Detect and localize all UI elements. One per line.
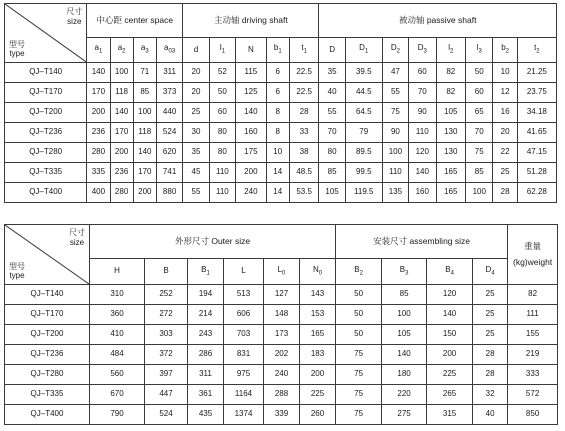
value-cell: 288 — [264, 385, 300, 405]
model-cell: QJ–T170 — [5, 305, 90, 325]
value-cell: 160 — [409, 183, 436, 203]
table-row — [5, 405, 558, 425]
model-cell: QJ–T200 — [5, 103, 87, 123]
table-row — [5, 143, 557, 163]
passive-shaft-header: 被动轴 passive shaft — [319, 4, 557, 38]
table1-column-header-row — [5, 38, 557, 63]
value-cell: 60 — [209, 103, 235, 123]
column-header: $B_3$ — [382, 259, 427, 285]
value-cell: 440 — [156, 103, 182, 123]
value-cell: 40 — [473, 405, 508, 425]
value-cell: 272 — [145, 305, 188, 325]
value-cell: 6 — [266, 63, 289, 83]
value-cell: 280 — [87, 143, 110, 163]
column-header: $b_2$ — [493, 38, 517, 63]
column-header: $D_4$ — [473, 259, 508, 285]
model-cell: QJ–T280 — [5, 365, 90, 385]
value-cell: 140 — [87, 63, 110, 83]
value-cell: 50 — [336, 285, 382, 305]
value-cell: 410 — [90, 325, 145, 345]
column-header: $l_2$ — [436, 38, 466, 63]
value-cell: 572 — [508, 385, 558, 405]
value-cell: 82 — [436, 83, 466, 103]
value-cell: 111 — [508, 305, 558, 325]
value-cell: 75 — [336, 365, 382, 385]
table-row — [5, 163, 557, 183]
value-cell: 120 — [427, 285, 473, 305]
value-cell: 140 — [409, 163, 436, 183]
value-cell: 513 — [224, 285, 264, 305]
value-cell: 62.28 — [517, 183, 556, 203]
assembling-size-header: 安装尺寸 assembling size — [336, 225, 508, 259]
value-cell: 130 — [436, 143, 466, 163]
value-cell: 100 — [382, 305, 427, 325]
corner-size-label: 尺寸 size — [66, 7, 83, 26]
value-cell: 315 — [427, 405, 473, 425]
value-cell: 280 — [110, 183, 133, 203]
value-cell: 110 — [409, 123, 436, 143]
value-cell: 170 — [110, 123, 133, 143]
value-cell: 200 — [427, 345, 473, 365]
column-header: L — [224, 259, 264, 285]
value-cell: 14 — [266, 183, 289, 203]
value-cell: 143 — [300, 285, 336, 305]
value-cell: 33 — [289, 123, 319, 143]
value-cell: 275 — [382, 405, 427, 425]
column-header: $a_2$ — [110, 38, 133, 63]
column-header: H — [90, 259, 145, 285]
value-cell: 70 — [319, 123, 345, 143]
value-cell: 153 — [300, 305, 336, 325]
value-cell: 82 — [436, 63, 466, 83]
value-cell: 90 — [382, 123, 408, 143]
value-cell: 20 — [183, 83, 209, 103]
value-cell: 148 — [264, 305, 300, 325]
column-header: $t_1$ — [289, 38, 319, 63]
value-cell: 25 — [183, 103, 209, 123]
value-cell: 39.5 — [345, 63, 382, 83]
value-cell: 60 — [409, 63, 436, 83]
value-cell: 35 — [319, 63, 345, 83]
column-header: $D_3$ — [409, 38, 436, 63]
column-header: $a_1$ — [87, 38, 110, 63]
value-cell: 155 — [508, 325, 558, 345]
value-cell: 60 — [466, 83, 493, 103]
value-cell: 55 — [382, 83, 408, 103]
center-space-header: 中心距 center space — [87, 4, 183, 38]
value-cell: 310 — [90, 285, 145, 305]
value-cell: 236 — [87, 123, 110, 143]
value-cell: 22.5 — [289, 83, 319, 103]
value-cell: 165 — [300, 325, 336, 345]
value-cell: 130 — [436, 123, 466, 143]
value-cell: 110 — [209, 163, 235, 183]
value-cell: 38 — [289, 143, 319, 163]
value-cell: 200 — [87, 103, 110, 123]
table-row — [5, 325, 558, 345]
value-cell: 790 — [90, 405, 145, 425]
value-cell: 150 — [427, 325, 473, 345]
value-cell: 484 — [90, 345, 145, 365]
value-cell: 360 — [90, 305, 145, 325]
value-cell: 240 — [264, 365, 300, 385]
value-cell: 286 — [188, 345, 224, 365]
transmission-dimensions-table — [4, 3, 557, 203]
value-cell: 435 — [188, 405, 224, 425]
column-header: $l_3$ — [466, 38, 493, 63]
value-cell: 140 — [382, 345, 427, 365]
value-cell: 75 — [336, 385, 382, 405]
model-cell: QJ–T236 — [5, 123, 87, 143]
value-cell: 50 — [209, 83, 235, 103]
model-cell: QJ–T280 — [5, 143, 87, 163]
table1-corner-cell — [5, 4, 87, 63]
value-cell: 20 — [493, 123, 517, 143]
outer-size-header: 外形尺寸 Outer size — [90, 225, 336, 259]
model-cell: QJ–T335 — [5, 385, 90, 405]
column-header: d — [183, 38, 209, 63]
model-cell: QJ–T140 — [5, 285, 90, 305]
value-cell: 28 — [473, 365, 508, 385]
value-cell: 16 — [493, 103, 517, 123]
value-cell: 20 — [183, 63, 209, 83]
value-cell: 372 — [145, 345, 188, 365]
value-cell: 975 — [224, 365, 264, 385]
column-header: $N_0$ — [300, 259, 336, 285]
value-cell: 70 — [466, 123, 493, 143]
value-cell: 23.75 — [517, 83, 556, 103]
column-header: D — [319, 38, 345, 63]
value-cell: 140 — [133, 143, 156, 163]
value-cell: 25 — [473, 285, 508, 305]
value-cell: 400 — [87, 183, 110, 203]
value-cell: 47.15 — [517, 143, 556, 163]
corner-size-label: 尺寸 size — [69, 228, 85, 247]
value-cell: 34.18 — [517, 103, 556, 123]
value-cell: 140 — [110, 103, 133, 123]
corner-type-label: 型号 type — [9, 39, 25, 59]
value-cell: 85 — [382, 285, 427, 305]
value-cell: 51.28 — [517, 163, 556, 183]
value-cell: 75 — [382, 103, 408, 123]
table-row — [5, 285, 558, 305]
column-header: $a_{03}$ — [156, 38, 182, 63]
value-cell: 100 — [133, 103, 156, 123]
value-cell: 12 — [493, 83, 517, 103]
table-row — [5, 103, 557, 123]
value-cell: 225 — [300, 385, 336, 405]
value-cell: 140 — [427, 305, 473, 325]
model-cell: QJ–T170 — [5, 83, 87, 103]
value-cell: 90 — [409, 103, 436, 123]
column-header: N — [236, 38, 267, 63]
value-cell: 28 — [493, 183, 517, 203]
value-cell: 45 — [183, 163, 209, 183]
value-cell: 41.65 — [517, 123, 556, 143]
value-cell: 160 — [236, 123, 267, 143]
value-cell: 80 — [319, 143, 345, 163]
value-cell: 200 — [300, 365, 336, 385]
value-cell: 85 — [133, 83, 156, 103]
model-cell: QJ–T400 — [5, 405, 90, 425]
weight-header: 重量 (kg)weight — [508, 225, 558, 285]
value-cell: 670 — [90, 385, 145, 405]
table1-group-header-row — [5, 4, 557, 38]
value-cell: 70 — [409, 83, 436, 103]
value-cell: 850 — [508, 405, 558, 425]
value-cell: 560 — [90, 365, 145, 385]
outer-assembly-size-table — [4, 224, 558, 425]
column-header: $D_2$ — [382, 38, 408, 63]
value-cell: 620 — [156, 143, 182, 163]
value-cell: 165 — [436, 183, 466, 203]
model-cell: QJ–T400 — [5, 183, 87, 203]
value-cell: 50 — [466, 63, 493, 83]
value-cell: 243 — [188, 325, 224, 345]
value-cell: 311 — [156, 63, 182, 83]
value-cell: 22.5 — [289, 63, 319, 83]
value-cell: 118 — [110, 83, 133, 103]
value-cell: 25 — [493, 163, 517, 183]
value-cell: 240 — [236, 183, 267, 203]
value-cell: 333 — [508, 365, 558, 385]
corner-type-label: 型号 type — [9, 261, 25, 281]
value-cell: 100 — [466, 183, 493, 203]
value-cell: 180 — [382, 365, 427, 385]
value-cell: 25 — [473, 305, 508, 325]
value-cell: 35 — [183, 143, 209, 163]
value-cell: 79 — [345, 123, 382, 143]
column-header: B — [145, 259, 188, 285]
table-row — [5, 63, 557, 83]
column-header: $t_2$ — [517, 38, 556, 63]
value-cell: 28 — [289, 103, 319, 123]
value-cell: 140 — [236, 103, 267, 123]
value-cell: 6 — [266, 83, 289, 103]
value-cell: 85 — [466, 163, 493, 183]
value-cell: 175 — [236, 143, 267, 163]
value-cell: 25 — [473, 325, 508, 345]
value-cell: 82 — [508, 285, 558, 305]
value-cell: 28 — [473, 345, 508, 365]
value-cell: 52 — [209, 63, 235, 83]
value-cell: 65 — [466, 103, 493, 123]
value-cell: 64.5 — [345, 103, 382, 123]
value-cell: 200 — [236, 163, 267, 183]
value-cell: 200 — [133, 183, 156, 203]
value-cell: 447 — [145, 385, 188, 405]
value-cell: 127 — [264, 285, 300, 305]
value-cell: 32 — [473, 385, 508, 405]
value-cell: 220 — [382, 385, 427, 405]
value-cell: 373 — [156, 83, 182, 103]
value-cell: 47 — [382, 63, 408, 83]
value-cell: 53.5 — [289, 183, 319, 203]
column-header: $l_1$ — [209, 38, 235, 63]
table2-body — [5, 285, 558, 425]
value-cell: 8 — [266, 123, 289, 143]
model-cell: QJ–T140 — [5, 63, 87, 83]
table2-group-header-row — [5, 225, 558, 259]
value-cell: 10 — [493, 63, 517, 83]
value-cell: 524 — [156, 123, 182, 143]
table-row — [5, 183, 557, 203]
value-cell: 170 — [133, 163, 156, 183]
model-cell: QJ–T335 — [5, 163, 87, 183]
value-cell: 741 — [156, 163, 182, 183]
value-cell: 183 — [300, 345, 336, 365]
value-cell: 115 — [236, 63, 267, 83]
value-cell: 200 — [110, 143, 133, 163]
value-cell: 880 — [156, 183, 182, 203]
table-row — [5, 83, 557, 103]
value-cell: 219 — [508, 345, 558, 365]
value-cell: 214 — [188, 305, 224, 325]
value-cell: 170 — [87, 83, 110, 103]
value-cell: 1164 — [224, 385, 264, 405]
value-cell: 303 — [145, 325, 188, 345]
value-cell: 397 — [145, 365, 188, 385]
value-cell: 85 — [319, 163, 345, 183]
value-cell: 173 — [264, 325, 300, 345]
value-cell: 55 — [319, 103, 345, 123]
value-cell: 236 — [110, 163, 133, 183]
value-cell: 71 — [133, 63, 156, 83]
table-row — [5, 123, 557, 143]
value-cell: 165 — [436, 163, 466, 183]
value-cell: 135 — [382, 183, 408, 203]
value-cell: 120 — [409, 143, 436, 163]
column-header: $B_4$ — [427, 259, 473, 285]
value-cell: 75 — [336, 345, 382, 365]
value-cell: 105 — [319, 183, 345, 203]
value-cell: 80 — [209, 143, 235, 163]
table-row — [5, 305, 558, 325]
table-row — [5, 345, 558, 365]
value-cell: 44.5 — [345, 83, 382, 103]
value-cell: 48.5 — [289, 163, 319, 183]
table-row — [5, 385, 558, 405]
column-header: $b_1$ — [266, 38, 289, 63]
value-cell: 339 — [264, 405, 300, 425]
driving-shaft-header: 主动轴 driving shaft — [183, 4, 319, 38]
value-cell: 40 — [319, 83, 345, 103]
value-cell: 194 — [188, 285, 224, 305]
value-cell: 524 — [145, 405, 188, 425]
value-cell: 110 — [382, 163, 408, 183]
value-cell: 75 — [466, 143, 493, 163]
value-cell: 202 — [264, 345, 300, 365]
value-cell: 118 — [133, 123, 156, 143]
value-cell: 55 — [183, 183, 209, 203]
value-cell: 260 — [300, 405, 336, 425]
value-cell: 361 — [188, 385, 224, 405]
value-cell: 22 — [493, 143, 517, 163]
column-header: $D_1$ — [345, 38, 382, 63]
value-cell: 100 — [382, 143, 408, 163]
value-cell: 1374 — [224, 405, 264, 425]
column-header: $a_3$ — [133, 38, 156, 63]
model-cell: QJ–T236 — [5, 345, 90, 365]
value-cell: 110 — [209, 183, 235, 203]
value-cell: 8 — [266, 103, 289, 123]
value-cell: 606 — [224, 305, 264, 325]
table-row — [5, 365, 558, 385]
column-header: $L_0$ — [264, 259, 300, 285]
value-cell: 30 — [183, 123, 209, 143]
value-cell: 10 — [266, 143, 289, 163]
value-cell: 99.5 — [345, 163, 382, 183]
value-cell: 125 — [236, 83, 267, 103]
value-cell: 80 — [209, 123, 235, 143]
value-cell: 119.5 — [345, 183, 382, 203]
value-cell: 75 — [336, 405, 382, 425]
value-cell: 311 — [188, 365, 224, 385]
value-cell: 252 — [145, 285, 188, 305]
value-cell: 21.25 — [517, 63, 556, 83]
value-cell: 14 — [266, 163, 289, 183]
value-cell: 50 — [336, 325, 382, 345]
value-cell: 105 — [436, 103, 466, 123]
value-cell: 265 — [427, 385, 473, 405]
value-cell: 89.5 — [345, 143, 382, 163]
table1-body — [5, 63, 557, 203]
value-cell: 831 — [224, 345, 264, 365]
value-cell: 335 — [87, 163, 110, 183]
value-cell: 50 — [336, 305, 382, 325]
value-cell: 225 — [427, 365, 473, 385]
column-header: $B_2$ — [336, 259, 382, 285]
value-cell: 105 — [382, 325, 427, 345]
value-cell: 100 — [110, 63, 133, 83]
model-cell: QJ–T200 — [5, 325, 90, 345]
value-cell: 703 — [224, 325, 264, 345]
column-header: $B_1$ — [188, 259, 224, 285]
table2-corner-cell — [5, 225, 90, 285]
